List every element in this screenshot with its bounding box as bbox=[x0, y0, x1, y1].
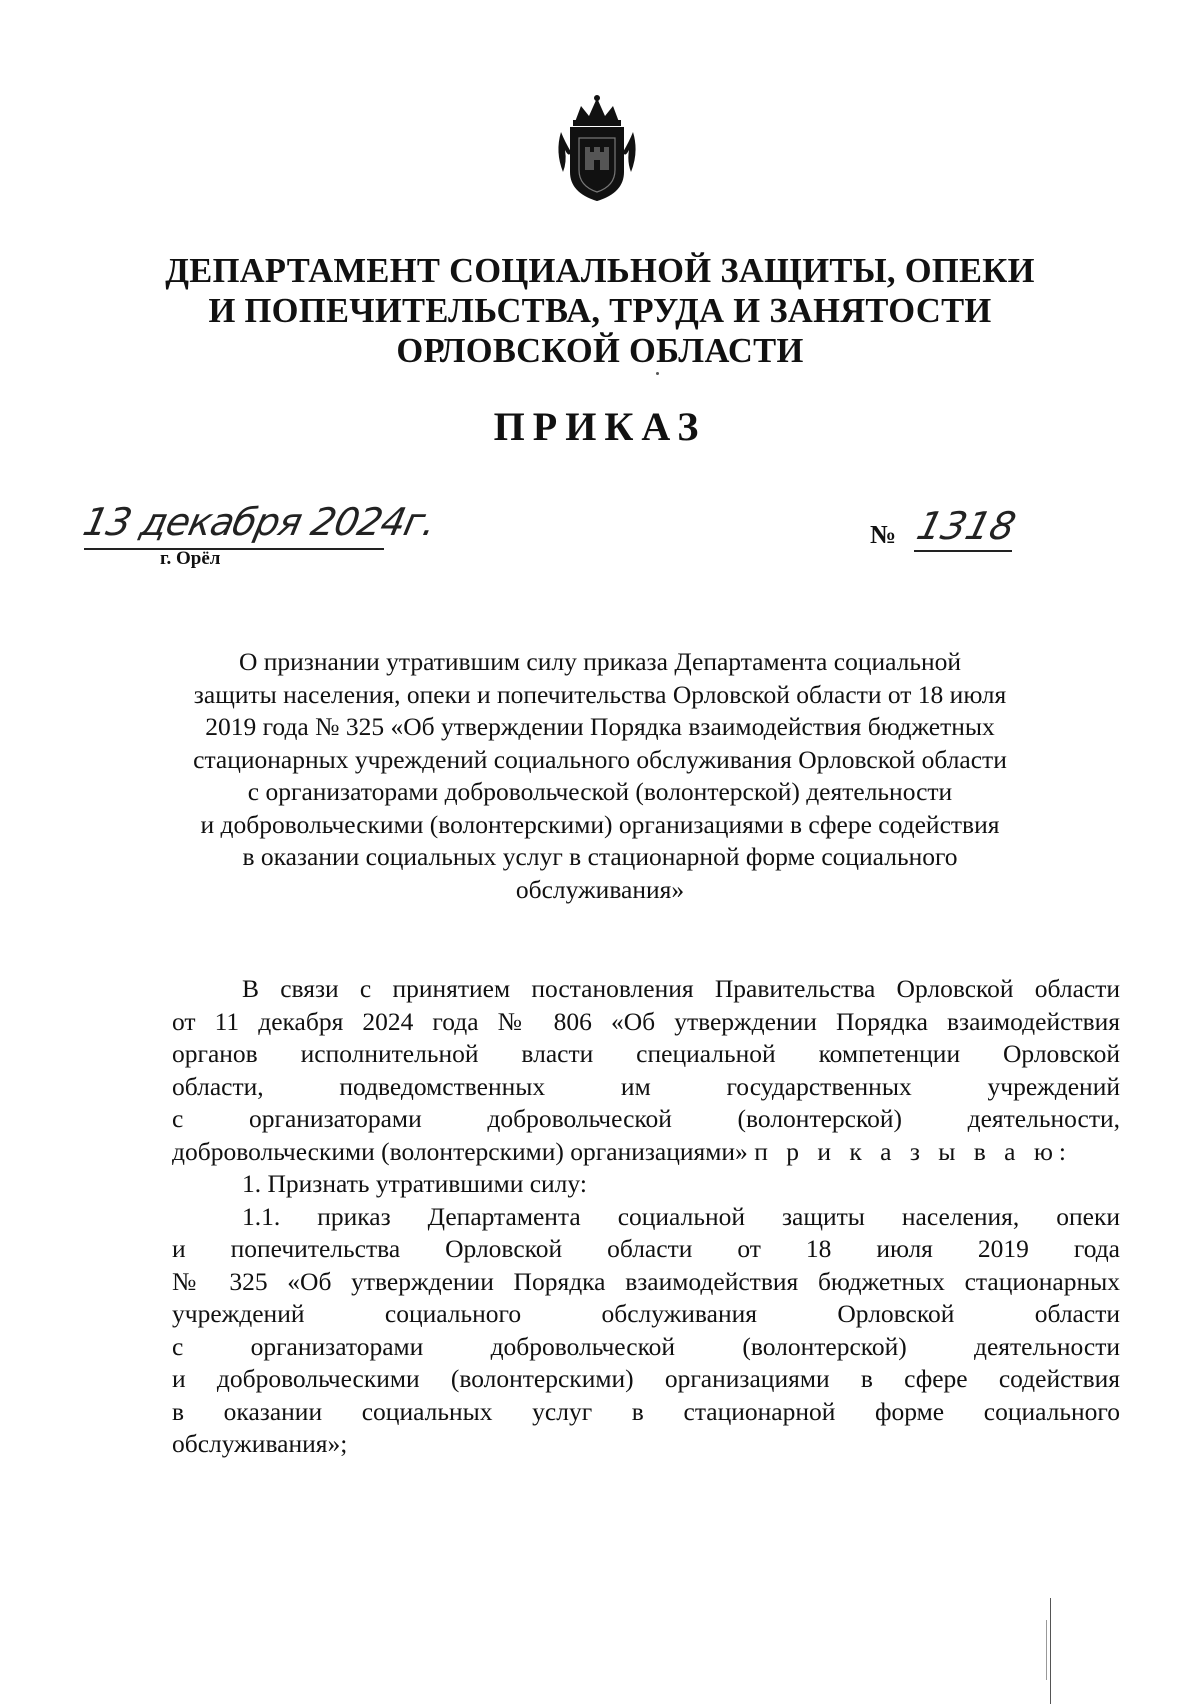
body-line: от 11 декабря 2024 года № 806 «Об утверждении Порядка взаимодействия bbox=[172, 1006, 1120, 1036]
coat-of-arms-icon bbox=[553, 92, 641, 204]
subject-line: стационарных учреждений социального обслуживания Орловской области bbox=[193, 744, 1007, 774]
subject-line: с организаторами добровольческой (волонтерской) деятельности bbox=[247, 777, 953, 806]
order-number-block bbox=[870, 504, 1040, 564]
item-1-1-line: обслуживания»; bbox=[172, 1429, 348, 1458]
subject-line: и добровольческими (волонтерскими) организациями в сфере содействия bbox=[200, 809, 1000, 839]
handwritten-number: 1318 bbox=[912, 504, 1021, 548]
body-line: области, подведомственных им государственных учреждений bbox=[172, 1071, 1120, 1101]
document-type: ПРИКАЗ bbox=[493, 404, 707, 449]
handwritten-date: 13 декабря 2024г. bbox=[79, 500, 440, 544]
number-underline bbox=[914, 550, 1012, 552]
body-line: В связи с принятием постановления Правительства Орловской области bbox=[242, 974, 1120, 1003]
item-1-1-line: 1.1. приказ Департамента социальной защиты населения, опеки bbox=[242, 1201, 1120, 1231]
order-subject bbox=[160, 646, 1040, 906]
subject-line: обслуживания» bbox=[515, 874, 685, 904]
margin-line bbox=[1046, 1620, 1047, 1680]
margin-line bbox=[1050, 1598, 1051, 1704]
scan-speck bbox=[656, 372, 659, 375]
body-line: с организаторами добровольческой (волонтерской) деятельности, bbox=[172, 1104, 1120, 1133]
city-label: г. Орёл bbox=[160, 548, 221, 569]
department-title-line-1: ДЕПАРТАМЕНТ СОЦИАЛЬНОЙ ЗАЩИТЫ, ОПЕКИ bbox=[165, 252, 1035, 290]
body-line: органов исполнительной власти специальной компетенции Орловской bbox=[172, 1039, 1120, 1068]
item-1-1-line: с организаторами добровольческой (волонтерской) деятельности bbox=[172, 1331, 1120, 1361]
subject-line: О признании утратившим силу приказа Департамента социальной bbox=[238, 647, 962, 676]
order-body bbox=[172, 973, 1120, 1461]
item-1-1-line: и попечительства Орловской области от 18 июля 2019 года bbox=[172, 1234, 1120, 1263]
order-word: п р и к а з ы в а ю: bbox=[754, 1136, 1073, 1166]
date-block bbox=[79, 500, 440, 580]
item-1-1-line: № 325 «Об утверждении Порядка взаимодействия бюджетных стационарных bbox=[172, 1266, 1120, 1296]
item-1: 1. Признать утратившими силу: bbox=[242, 1169, 587, 1198]
body-line-with-order bbox=[172, 1136, 1120, 1169]
subject-line: 2019 года № 325 «Об утверждении Порядка взаимодействия бюджетных bbox=[205, 712, 995, 741]
body-line: добровольческими (волонтерскими) организациями» bbox=[172, 1136, 748, 1166]
subject-line: в оказании социальных услуг в стационарной форме социального bbox=[242, 842, 958, 871]
item-1-1-line: в оказании социальных услуг в стационарной форме социального bbox=[172, 1396, 1120, 1426]
item-1-1-line: и добровольческими (волонтерскими) организациями в сфере содействия bbox=[172, 1364, 1120, 1393]
number-sign: № bbox=[870, 520, 897, 549]
department-title bbox=[100, 251, 1100, 371]
department-title-line-3: ОРЛОВСКОЙ ОБЛАСТИ bbox=[396, 332, 804, 370]
department-title-line-2: И ПОПЕЧИТЕЛЬСТВА, ТРУДА И ЗАНЯТОСТИ bbox=[208, 292, 992, 330]
date-underline bbox=[84, 548, 384, 550]
subject-line: защиты населения, опеки и попечительства Орловской области от 18 июля bbox=[193, 679, 1007, 709]
item-1-1-line: учреждений социального обслуживания Орловской области bbox=[172, 1299, 1120, 1328]
